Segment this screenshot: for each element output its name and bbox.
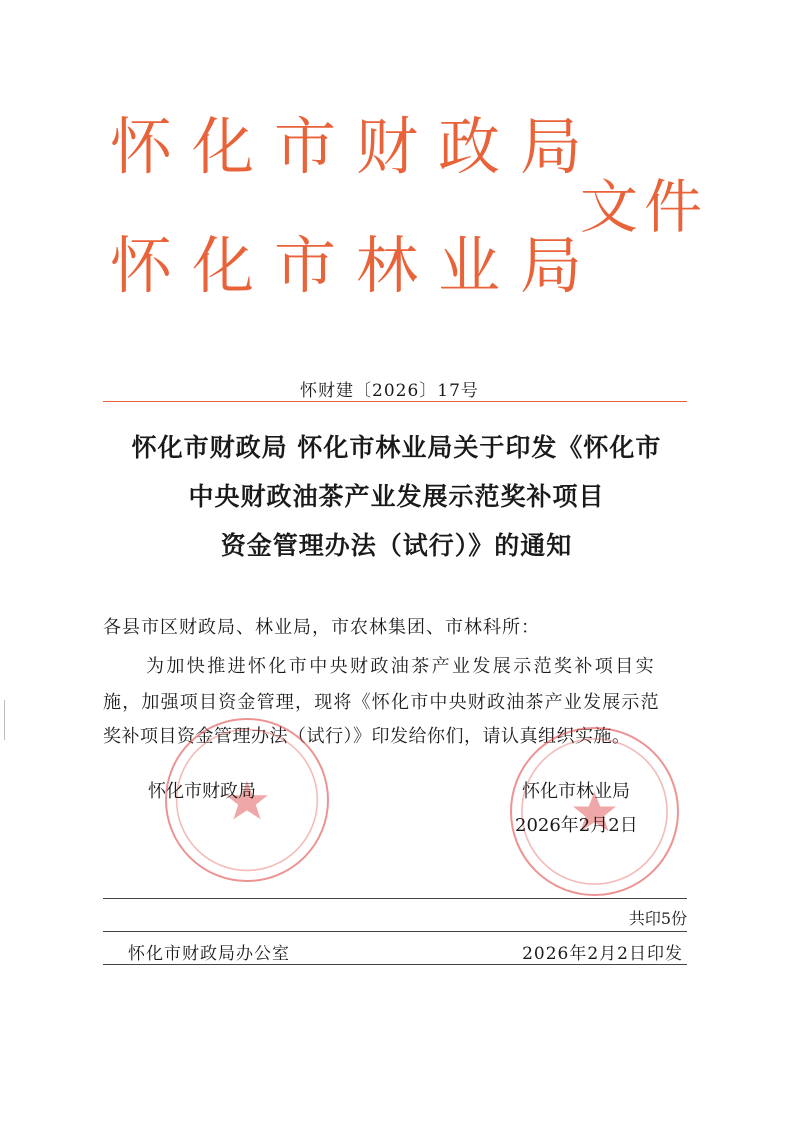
signature-date: 2026年2月2日 (515, 815, 638, 836)
issue-date: 2026年2月2日印发 (522, 944, 683, 964)
margin-mark (4, 700, 5, 740)
document-title-line-1: 怀化市财政局 怀化市林业局关于印发《怀化市 (131, 433, 662, 462)
document-number: 怀财建〔2026〕17号 (300, 381, 479, 401)
body-text-line-2: 施，加强项目资金管理，现将《怀化市中央财政油茶产业发展示范 (103, 692, 660, 713)
body-text-line-1: 为加快推进怀化市中央财政油茶产业发展示范奖补项目实 (146, 656, 656, 677)
footer-rule-middle (103, 931, 687, 932)
document-title-line-3: 资金管理办法（试行）》的通知 (220, 531, 573, 560)
salutation: 各县市区财政局、林业局，市农林集团、市林科所： (103, 617, 540, 638)
copies-count: 共印5份 (628, 909, 687, 928)
footer-rule-bottom (103, 964, 687, 965)
masthead-line-finance-bureau: 怀化市财政局 (110, 110, 603, 183)
issuing-office: 怀化市财政局办公室 (128, 944, 290, 964)
document-title-line-2: 中央财政油茶产业发展示范奖补项目 (188, 482, 605, 511)
masthead-line-forestry-bureau: 怀化市林业局 (110, 229, 603, 302)
masthead-document-label: 文件 (580, 173, 709, 241)
signature-forestry-bureau: 怀化市林业局 (522, 781, 630, 802)
footer-rule-top (103, 898, 687, 899)
red-separator-line (103, 401, 687, 402)
signature-finance-bureau: 怀化市财政局 (148, 781, 256, 802)
body-text-line-3: 奖补项目资金管理办法（试行）》印发给你们，请认真组织实施。 (103, 726, 631, 747)
